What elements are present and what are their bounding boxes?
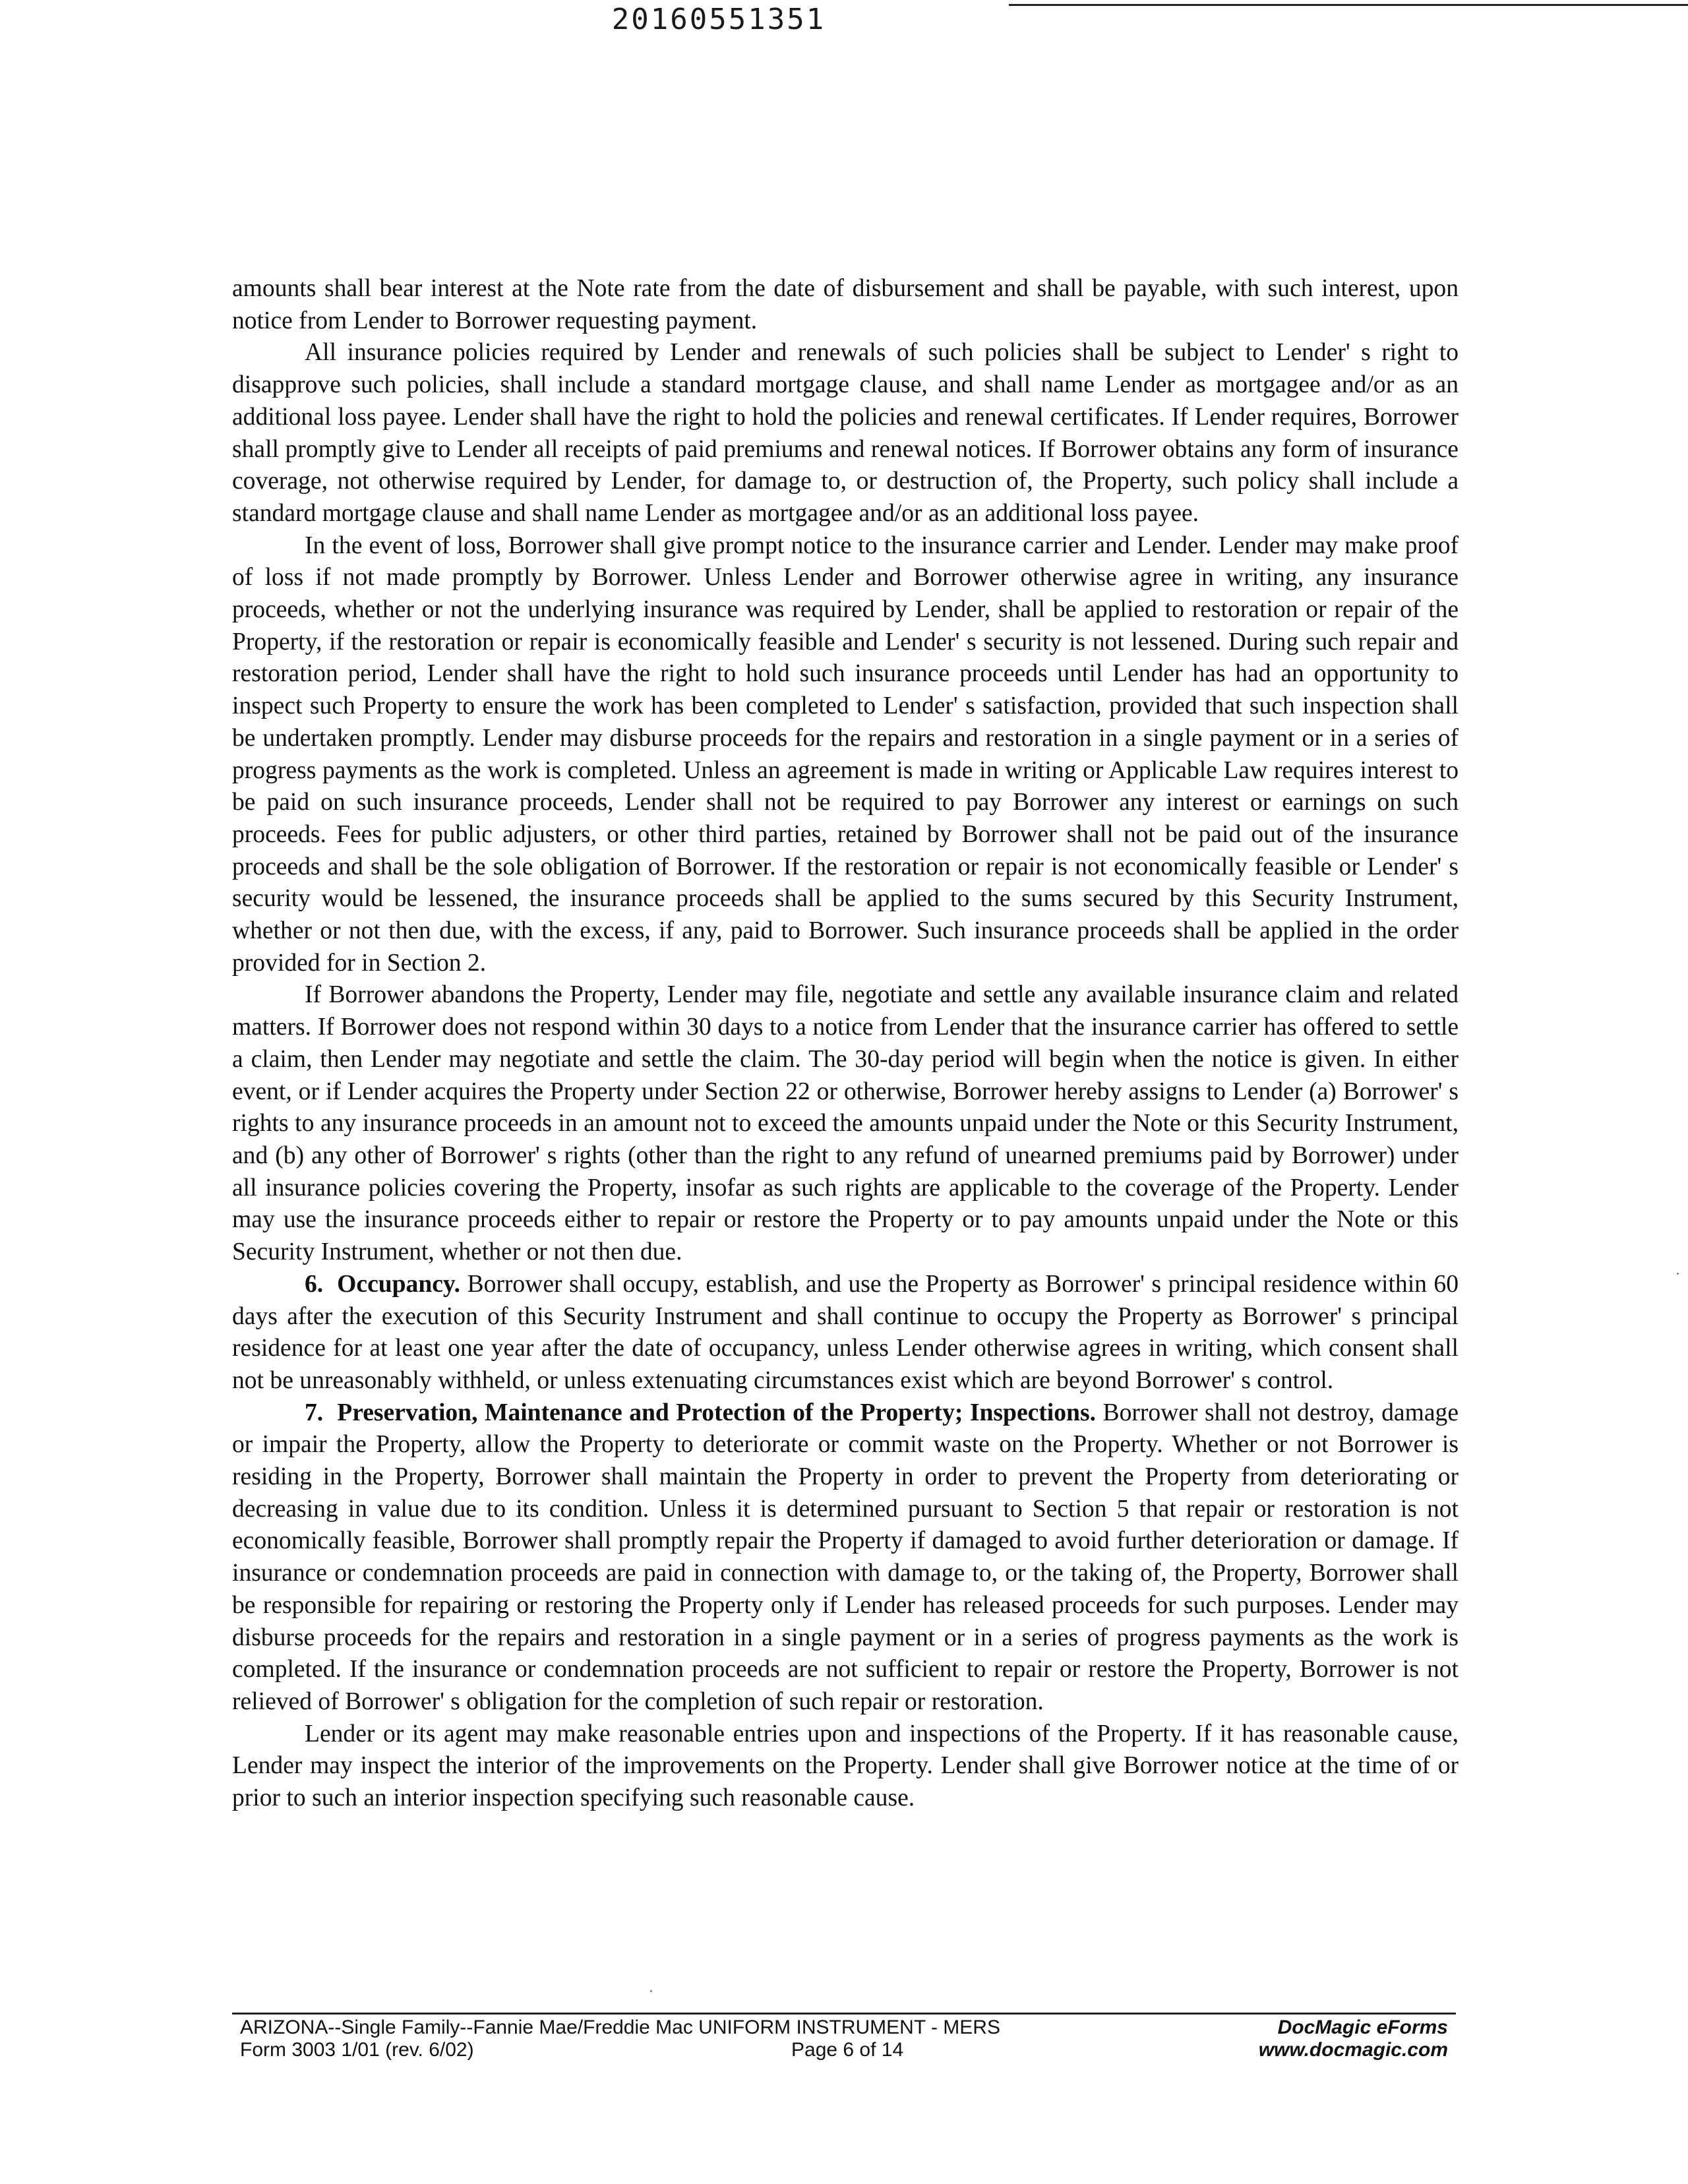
section-6-title: Occupancy. [337,1270,461,1298]
scan-speck [1677,1273,1679,1275]
brand-eforms: eForms [1376,2017,1448,2038]
scan-speck [650,1990,652,1992]
section-7-title: Preservation, Maintenance and Protection of the Property; Inspections. [337,1399,1096,1426]
brand-prefix: DocMagic [1277,2017,1372,2038]
paragraph-event-of-loss: In the event of loss, Borrower shall give prompt notice to the insurance carrier and Lender. Lender may make proof of loss if not made promptly by Borrower. Unless Lender and Borrower otherwise agree in writing, any insurance proceeds, whether or not the underlying insurance was required by Lender, shall be applied to restoration or repair of the Property, if the restoration or repair is economically feasible and Lender' s security is not lessened. During such repair and restoration period, Lender shall have the right to hold such insurance proceeds until Lender has had an opportunity to inspect such Property to ensure the work has been completed to Lender' s satisfaction, provided that such inspection shall be undertaken promptly. Lender may disburse proceeds for the repairs and restoration in a single payment or in a series of progress payments as the work is completed. Unless an agreement is made in writing or Applicable Law requires interest to be paid on such insurance proceeds, Lender shall not be required to pay Borrower any interest or earnings on such proceeds. Fees for public adjusters, or other third parties, retained by Borrower shall not be paid out of the insurance proceeds and shall be the sole obligation of Borrower. If the restoration or repair is not economically feasible or Lender' s security would be lessened, the insurance proceeds shall be applied to the sums secured by this Security Instrument, whether or not then due, with the excess, if any, paid to Borrower. Such insurance proceeds shall be applied in the order provided for in Section 2. [232,531,1459,977]
footer-rule [232,2013,1456,2015]
section-7-preservation [232,1397,1459,1718]
footer-form-number: Form 3003 1/01 (rev. 6/02) [240,2039,474,2061]
paragraph-insurance-policies: All insurance policies required by Lender and renewals of such policies shall be subject to Lender' s right to disapprove such policies, shall include a standard mortgage clause, and shall name Lender as mortgagee and/or as an additional loss payee. Lender shall have the right to hold the policies and renewal certificates. If Lender requires, Borrower shall promptly give to Lender all receipts of paid premiums and renewal notices. If Borrower obtains any form of insurance coverage, not otherwise required by Lender, for damage to, or destruction of, the Property, such policy shall include a standard mortgage clause and shall name Lender as mortgagee and/or as an additional loss payee. [232,339,1459,527]
paragraph-inspections: Lender or its agent may make reasonable entries upon and inspections of the Property. If it has reasonable cause, Lender may inspect the interior of the improvements on the Property. Lender shall give Borrower notice at the time of or prior to such an interior inspection specifying such reasonable cause. [232,1720,1459,1812]
recording-number: 20160551351 [611,3,826,36]
section-7-text: Borrower shall not destroy, damage or impair the Property, allow the Property to deteriorate or commit waste on the Property. Whether or not Borrower is residing in the Property, Borrower shall maintain the Property in order to prevent the Property from deteriorating or decreasing in value due to its condition. Unless it is determined pursuant to Section 5 that repair or restoration is not economically feasible, Borrower shall promptly repair the Property if damaged to avoid further deterioration or damage. If insurance or condemnation proceeds are paid in connection with damage to, or the taking of, the Property, Borrower shall be responsible for repairing or restoring the Property only if Lender has released proceeds for such purposes. Lender may disburse proceeds for the repairs and restoration in a single payment or in a series of progress payments as the work is completed. If the insurance or condemnation proceeds are not sufficient to repair or restore the Property, Borrower is not relieved of Borrower' s obligation for the completion of such repair or restoration. [232,1399,1459,1715]
footer-brand-logo [1259,2017,1448,2039]
section-6-number: 6. [305,1270,324,1298]
footer-page-number: Page 6 of 14 [791,2039,904,2061]
footer-brand [1259,2017,1448,2061]
paragraph-abandonment: If Borrower abandons the Property, Lender may file, negotiate and settle any available insurance claim and related matters. If Borrower does not respond within 30 days to a notice from Lender that the insurance carrier has offered to settle a claim, then Lender may negotiate and settle the claim. The 30-day period will begin when the notice is given. In either event, or if Lender acquires the Property under Section 22 or otherwise, Borrower hereby assigns to Lender (a) Borrower' s rights to any insurance proceeds in an amount not to exceed the amounts unpaid under the Note or this Security Instrument, and (b) any other of Borrower' s rights (other than the right to any refund of unearned premiums paid by Borrower) under all insurance policies covering the Property, insofar as such rights are applicable to the coverage of the Property. Lender may use the insurance proceeds either to repair or restore the Property or to pay amounts unpaid under the Note or this Security Instrument, whether or not then due. [232,981,1459,1266]
paragraph-disbursement-interest: amounts shall bear interest at the Note rate from the date of disbursement and shall be payable, with such interest, upon notice from Lender to Borrower requesting payment. [232,275,1459,334]
footer-form-title: ARIZONA--Single Family--Fannie Mae/Freddie Mac UNIFORM INSTRUMENT - MERS [240,2017,1000,2038]
section-6-occupancy [232,1269,1459,1397]
section-6-text: Borrower shall occupy, establish, and use the Property as Borrower' s principal residence within 60 days after the execution of this Security Instrument and shall continue to occupy the Property as Borrower' s principal residence for at least one year after the date of occupancy, unless Lender otherwise agrees in writing, which consent shall not be unreasonably withheld, or unless extenuating circumstances exist which are beyond Borrower' s control. [232,1270,1459,1394]
document-body [232,273,1459,1815]
section-7-number: 7. [305,1399,324,1426]
top-rule [1009,4,1688,6]
footer-website: www.docmagic.com [1258,2039,1448,2061]
